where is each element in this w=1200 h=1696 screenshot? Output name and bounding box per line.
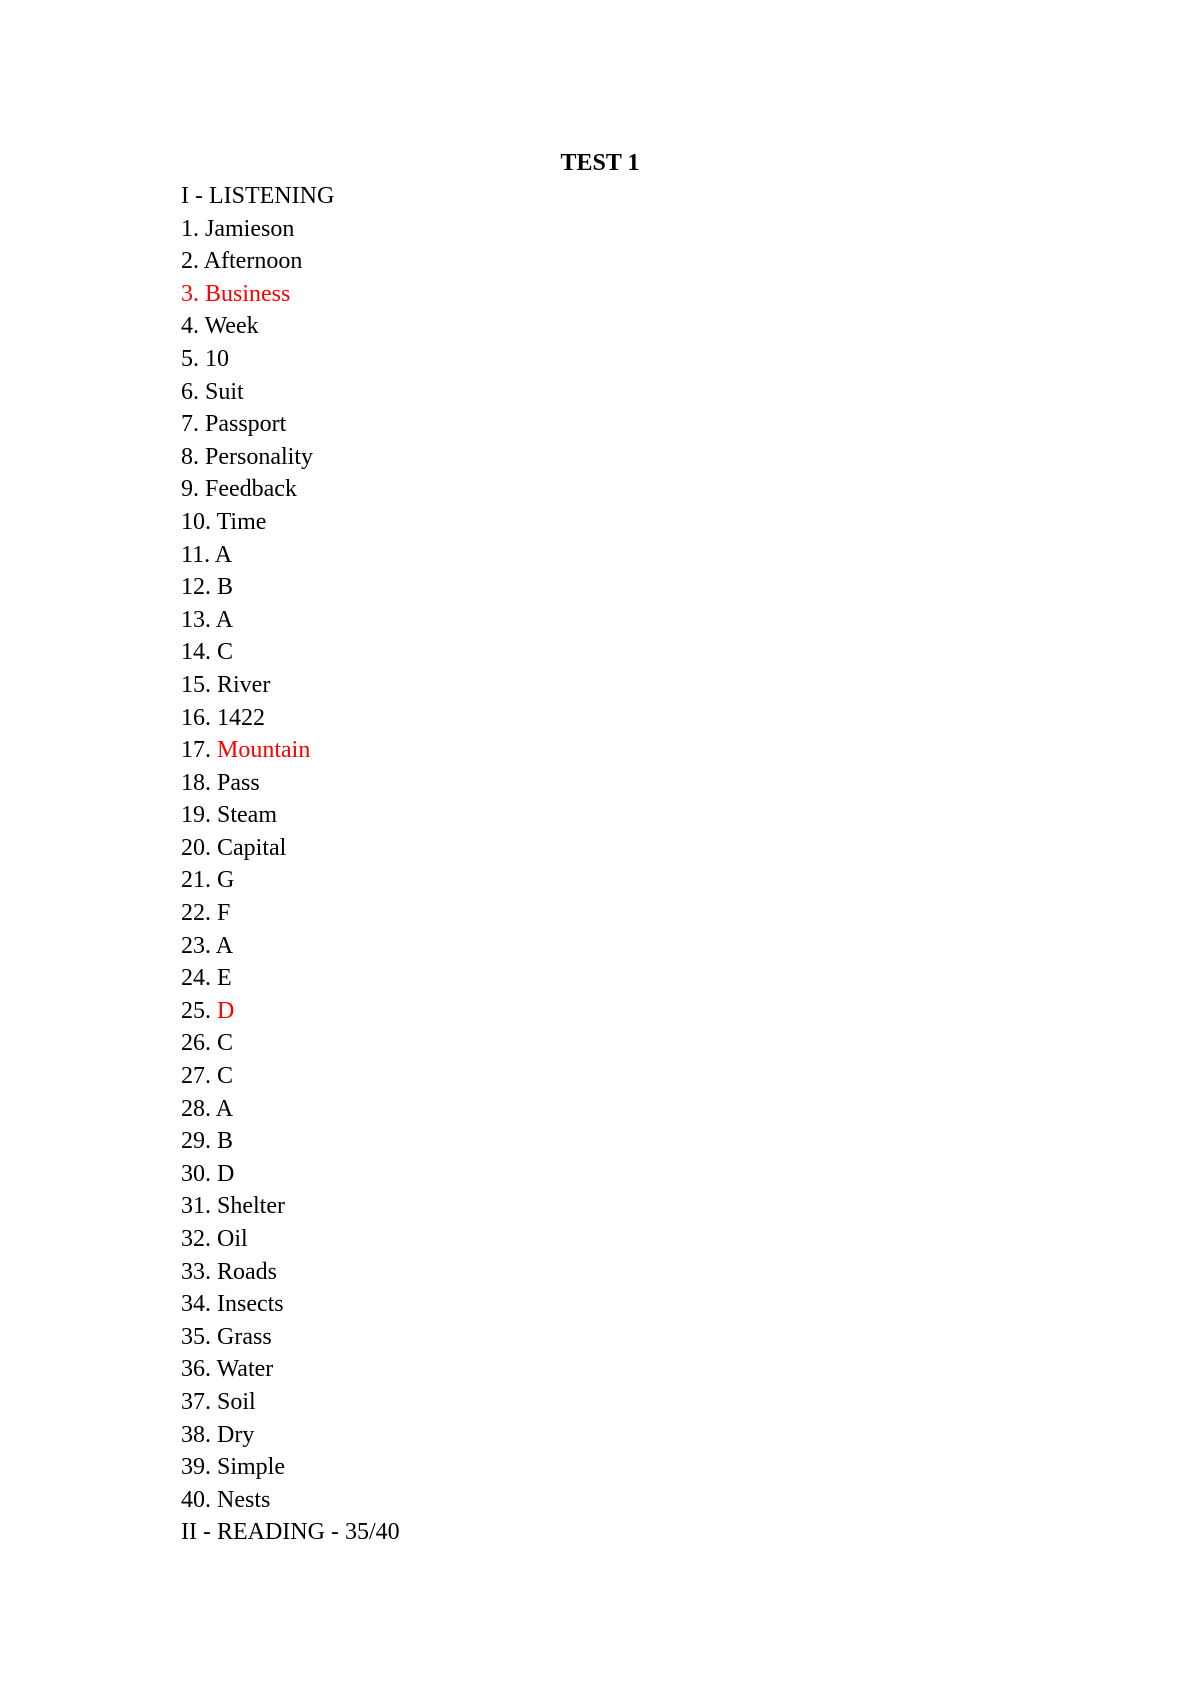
answer-line (181, 213, 400, 246)
answer-text: D (217, 1160, 235, 1187)
answer-number: 31. (181, 1193, 211, 1220)
answer-list (181, 213, 400, 1517)
answer-number: 29. (181, 1128, 211, 1155)
answer-text: Week (204, 313, 259, 340)
answer-text: Water (216, 1356, 274, 1383)
answer-text: Jamieson (205, 215, 295, 242)
answer-text: B (217, 1128, 234, 1155)
answer-line (181, 571, 400, 604)
answer-number: 20. (181, 834, 211, 861)
answer-text: River (217, 671, 271, 698)
answer-text: Time (216, 508, 267, 535)
answer-number: 16. (181, 704, 211, 731)
answer-number: 39. (181, 1454, 211, 1481)
answer-line (181, 1190, 400, 1223)
answer-line (181, 1223, 400, 1256)
answer-text: Pass (217, 769, 260, 796)
answer-text: A (214, 541, 233, 568)
answer-number: 8. (181, 443, 199, 470)
answer-number: 33. (181, 1258, 211, 1285)
answer-number: 5. (181, 345, 199, 372)
answer-number: 19. (181, 802, 211, 829)
answer-line (181, 1451, 400, 1484)
answer-number: 23. (181, 932, 211, 959)
answer-line (181, 1288, 400, 1321)
answer-line (181, 1419, 400, 1452)
answer-text: Business (205, 280, 291, 307)
answer-line (181, 1027, 400, 1060)
answer-line (181, 278, 400, 311)
answer-text: Afternoon (203, 248, 303, 275)
answer-number: 35. (181, 1323, 211, 1350)
answer-line (181, 539, 400, 572)
answer-line (181, 864, 400, 897)
listening-heading: I - LISTENING (181, 183, 335, 209)
answer-text: A (215, 1095, 234, 1122)
reading-heading: II - READING - 35/40 (181, 1519, 400, 1546)
answer-text: Shelter (217, 1193, 285, 1220)
answer-text: C (217, 1063, 234, 1090)
answer-line (181, 1321, 400, 1354)
answer-number: 15. (181, 671, 211, 698)
answer-number: 4. (181, 313, 199, 340)
answer-text: 1422 (217, 704, 265, 731)
answer-number: 6. (181, 378, 199, 405)
answer-line (181, 767, 400, 800)
answer-number: 18. (181, 769, 211, 796)
answer-text: C (217, 639, 234, 666)
answer-number: 12. (181, 574, 211, 601)
answer-text: C (217, 1030, 234, 1057)
answer-number: 25. (181, 997, 211, 1024)
answer-line (181, 669, 400, 702)
answer-number: 21. (181, 867, 211, 894)
answer-text: Roads (217, 1258, 277, 1285)
answer-text: 10 (205, 345, 229, 372)
answer-line (181, 1158, 400, 1191)
answer-text: Mountain (217, 737, 311, 764)
answer-line (181, 734, 400, 767)
answer-line (181, 1093, 400, 1126)
answer-line (181, 343, 400, 376)
answer-line (181, 995, 400, 1028)
answer-number: 30. (181, 1160, 211, 1187)
answer-line (181, 376, 400, 409)
answer-number: 37. (181, 1388, 211, 1415)
answer-text: D (217, 997, 235, 1024)
answer-line (181, 897, 400, 930)
answer-line (181, 1256, 400, 1289)
answer-text: A (215, 606, 234, 633)
answer-number: 32. (181, 1226, 211, 1252)
answer-number: 40. (181, 1486, 211, 1513)
answer-line (181, 1125, 400, 1158)
answer-text: G (217, 867, 235, 894)
answer-number: 2. (181, 248, 199, 275)
answer-number: 9. (181, 476, 199, 503)
answer-line (181, 1060, 400, 1093)
answer-line (181, 245, 400, 278)
answer-text: Grass (217, 1323, 272, 1350)
answer-number: 26. (181, 1030, 211, 1057)
answer-number: 27. (181, 1063, 211, 1090)
answer-line (181, 702, 400, 735)
answer-text: Insects (217, 1291, 284, 1318)
answer-line (181, 506, 400, 539)
answer-line (181, 1353, 400, 1386)
answer-text: Personality (205, 443, 313, 470)
answer-text: A (215, 932, 234, 959)
answer-line (181, 408, 400, 441)
answer-text: Suit (205, 378, 244, 405)
answer-text: Capital (217, 834, 287, 861)
answer-number: 24. (181, 965, 211, 992)
answer-text: Dry (217, 1421, 255, 1448)
answer-text: E (217, 965, 232, 992)
answer-text: Feedback (205, 476, 297, 503)
answer-text: Steam (217, 802, 277, 829)
answer-number: 17. (181, 737, 211, 764)
answer-line (181, 962, 400, 995)
answer-line (181, 473, 400, 506)
answer-number: 28. (181, 1095, 211, 1122)
answer-line (181, 310, 400, 343)
answer-key-body (181, 180, 400, 1549)
answer-number: 14. (181, 639, 211, 666)
answer-number: 10. (181, 508, 211, 535)
answer-text: Simple (217, 1454, 286, 1481)
answer-line (181, 636, 400, 669)
page-title: TEST 1 (560, 150, 640, 176)
answer-line (181, 604, 400, 637)
answer-number: 3. (181, 280, 199, 307)
answer-text: Oil (217, 1226, 248, 1252)
answer-line (181, 930, 400, 963)
answer-line (181, 441, 400, 474)
answer-number: 22. (181, 900, 211, 927)
answer-text: Soil (217, 1388, 256, 1415)
answer-number: 38. (181, 1421, 211, 1448)
answer-number: 34. (181, 1291, 211, 1318)
answer-line (181, 832, 400, 865)
answer-number: 7. (181, 411, 199, 438)
answer-text: Nests (217, 1486, 271, 1513)
answer-number: 11. (181, 541, 211, 568)
answer-number: 13. (181, 606, 211, 633)
answer-text: Passport (205, 411, 287, 438)
answer-text: B (217, 574, 234, 601)
answer-line (181, 1484, 400, 1517)
answer-line (181, 1386, 400, 1419)
answer-number: 36. (181, 1356, 211, 1383)
answer-line (181, 799, 400, 832)
answer-number: 1. (181, 215, 199, 242)
answer-text: F (217, 900, 231, 927)
